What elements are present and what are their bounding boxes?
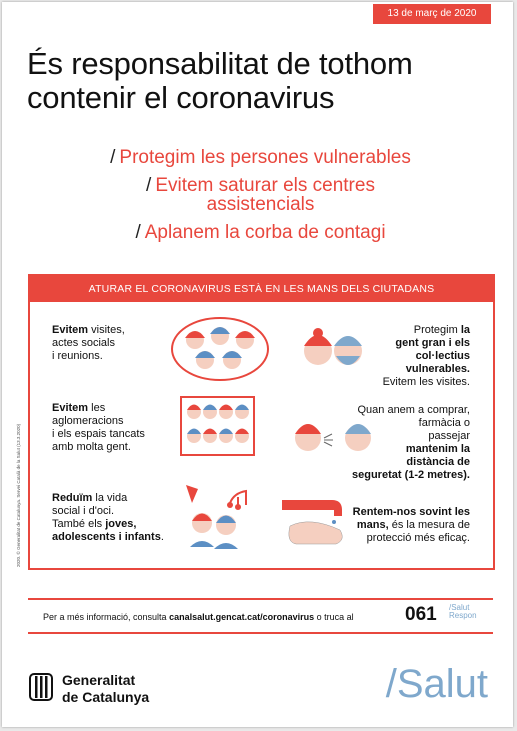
phone-number[interactable]: 061 xyxy=(405,604,437,625)
slogan-text: assistencials xyxy=(206,194,315,215)
divider-top xyxy=(28,598,493,600)
slogan-text: Aplanem la corba de contagi xyxy=(144,222,386,243)
title-line-2: contenir el coronavirus xyxy=(27,80,335,115)
advice-text: aglomeracions xyxy=(52,415,124,427)
org-line-1: Generalitat xyxy=(62,672,136,688)
info-pre: Per a més informació, consulta xyxy=(43,612,170,622)
advice-keyword: col·lectius xyxy=(415,350,470,362)
advice-crowds xyxy=(52,402,182,454)
slogan-text: Protegim les persones vulnerables xyxy=(119,147,411,168)
advice-keyword: joves, xyxy=(105,518,137,530)
poster xyxy=(2,2,513,727)
advice-text: farmàcia o xyxy=(418,417,470,429)
credit-text: 2020. © Generalitat de Catalunya. Servei Català de la Salut (13.3.2020) xyxy=(16,423,21,567)
advice-keyword: gent gran i els xyxy=(395,337,470,349)
advice-keyword: Evitem xyxy=(52,402,89,414)
advice-keyword: distància de xyxy=(406,456,470,468)
advice-keyword: vulnerables. xyxy=(405,363,470,375)
advice-text: la vida xyxy=(92,492,128,504)
advice-text: Quan anem a comprar, xyxy=(357,404,470,416)
advice-text: . xyxy=(160,531,164,543)
advice-distance xyxy=(330,404,470,482)
advice-keyword: la xyxy=(460,324,470,336)
generalitat-name xyxy=(62,672,149,706)
advice-keyword: adolescents i infants xyxy=(52,531,161,543)
advice-text: Protegim xyxy=(413,324,461,336)
divider-bottom xyxy=(28,632,493,634)
salut-label: /Salut xyxy=(449,603,470,612)
slash: / xyxy=(146,175,152,196)
slogan-text: Evitem saturar els centres xyxy=(155,175,375,196)
advice-banner: ATURAR EL CORONAVIRUS ESTÀ EN LES MANS DELS CIUTADANS xyxy=(30,276,493,302)
salut-respon-logo xyxy=(449,604,477,620)
advice-text: és la mesura de xyxy=(388,519,470,531)
crowd-icon xyxy=(180,396,255,456)
respon-label: Respon xyxy=(449,611,477,620)
advice-text: amb molta gent. xyxy=(52,441,131,453)
salut-brand: /Salut xyxy=(385,662,488,706)
advice-text: Evitem les visites. xyxy=(382,376,470,388)
slash: / xyxy=(135,222,141,243)
advice-elderly xyxy=(330,324,470,389)
advice-keyword: mantenim la xyxy=(405,443,470,455)
slogans xyxy=(22,148,499,251)
advice-social xyxy=(52,492,182,544)
advice-text: les xyxy=(88,402,106,414)
advice-keyword: seguretat (1-2 metres). xyxy=(352,469,470,481)
advice-visits xyxy=(52,324,162,363)
advice-keyword: Evitem xyxy=(52,324,89,336)
advice-text: visites, xyxy=(88,324,125,336)
advice-text: protecció més eficaç. xyxy=(366,532,470,544)
advice-keyword: Reduïm xyxy=(52,492,93,504)
advice-keyword: mans, xyxy=(356,519,389,531)
page-title xyxy=(27,47,497,115)
advice-text: passejar xyxy=(428,430,470,442)
advice-handwash xyxy=(330,506,470,545)
generalitat-emblem-icon xyxy=(27,672,55,702)
advice-box xyxy=(28,274,495,570)
title-line-1: És responsabilitat de tothom xyxy=(27,46,413,81)
slash: / xyxy=(110,147,116,168)
info-text xyxy=(43,612,354,622)
slogan xyxy=(22,148,499,167)
date-badge: 13 de març de 2020 xyxy=(373,4,491,24)
slogan xyxy=(22,223,499,242)
org-line-2: de Catalunya xyxy=(62,689,150,705)
info-mid: o truca al xyxy=(314,612,354,622)
party-icon xyxy=(178,481,258,551)
advice-text: i reunions. xyxy=(52,350,103,362)
advice-text: També els xyxy=(52,518,106,530)
advice-text: social i d'oci. xyxy=(52,505,115,517)
advice-text: i els espais tancats xyxy=(52,428,145,440)
generalitat-logo xyxy=(27,672,150,707)
advice-keyword: Rentem-nos sovint les xyxy=(352,506,470,518)
group-people-icon xyxy=(170,316,270,382)
info-link[interactable]: canalsalut.gencat.cat/coronavirus xyxy=(169,612,315,622)
slogan xyxy=(22,176,499,214)
advice-text: actes socials xyxy=(52,337,115,349)
